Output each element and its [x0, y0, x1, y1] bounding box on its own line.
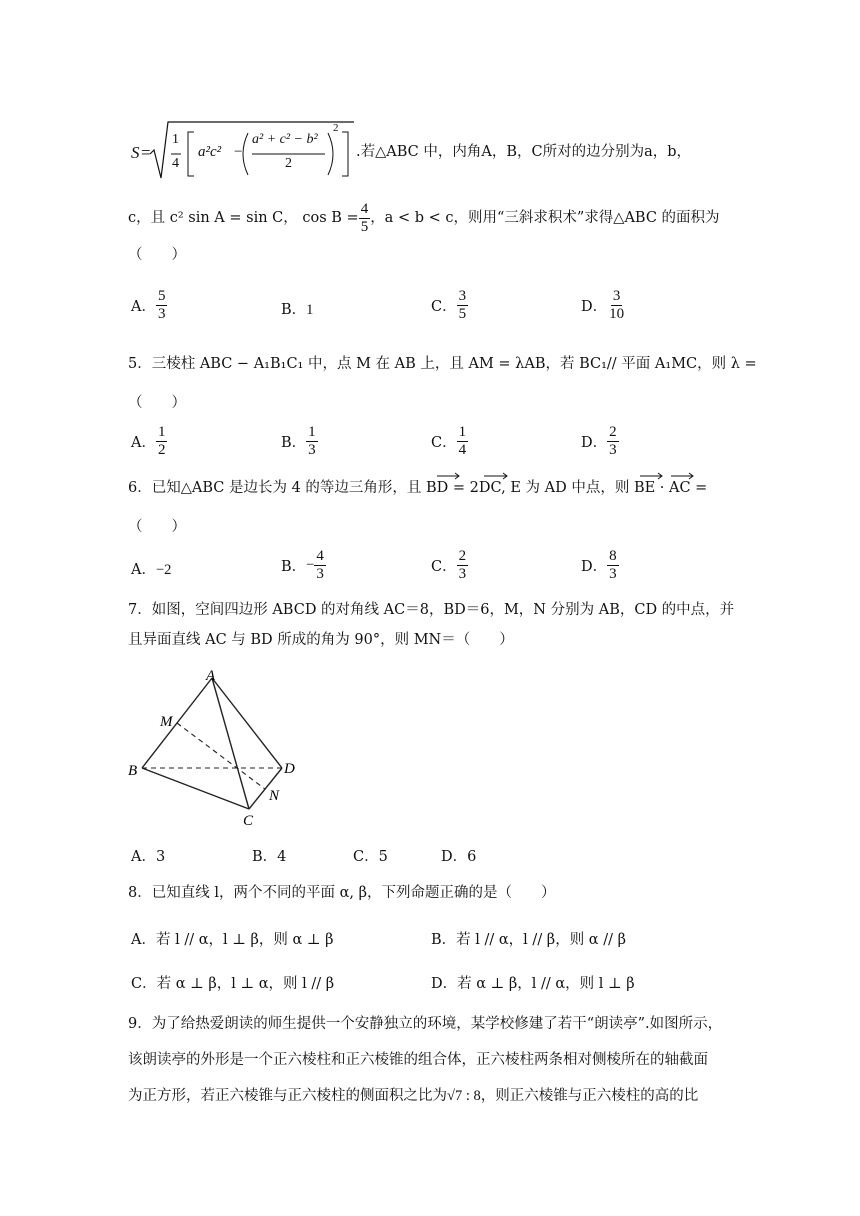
- q6-option-b-den: 3: [316, 566, 324, 582]
- q6-option-c-den: 3: [458, 566, 467, 582]
- q8-option-c[interactable]: C．若 α ⊥ β，l ⊥ α，则 l // β: [131, 976, 335, 992]
- formula-s-a2c2: a²c²: [198, 144, 222, 160]
- edge-ad: [212, 678, 282, 768]
- q5-option-c-num: 1: [458, 424, 467, 440]
- q4-cos-den: 5: [360, 218, 369, 235]
- vertex-label-b: B: [128, 763, 138, 779]
- q7-line2: 且异面直线 AC 与 BD 所成的角为 90°，则 MN＝（ ）: [128, 632, 514, 648]
- q5-option-d[interactable]: [581, 424, 619, 459]
- q5-option-d-den: 3: [609, 442, 617, 458]
- q6-option-d-num: 8: [609, 548, 617, 564]
- formula-s-quarter-den: 4: [172, 156, 179, 171]
- q5-option-a-frac: [156, 424, 168, 459]
- q7-line1: 7．如图，空间四边形 ABCD 的对角线 AC＝8，BD＝6，M，N 分别为 AB，CD 的中点，并: [128, 602, 735, 618]
- q9-line1: 9．为了给热爱朗读的师生提供一个安静独立的环境，某学校修建了若干“朗读亭”.如图所示，: [128, 1016, 723, 1032]
- q7-option-d[interactable]: D．6: [441, 849, 477, 865]
- q5-option-b-frac: [306, 424, 318, 459]
- q5-option-c-frac: [457, 424, 469, 459]
- q4-line2-text2: ，a < b < c，则用“三斜求积术”求得△ABC 的面积为: [370, 210, 720, 226]
- q4-option-d-den: 10: [609, 306, 625, 322]
- q4-option-c-num: 3: [458, 288, 467, 304]
- q4-line2: [128, 200, 720, 236]
- q9-line3-a: 为正方形，若正六棱锥与正六棱柱的侧面积之比为: [128, 1088, 447, 1104]
- q4-option-a-label: A．: [131, 299, 156, 315]
- q9-line2: 该朗读亭的外形是一个正六棱柱和正六棱锥的组合体，正六棱柱两条相对侧棱所在的轴截面: [128, 1052, 708, 1068]
- formula-s-frac-den: 2: [285, 156, 292, 171]
- q4-option-a-num: 5: [157, 288, 166, 304]
- q4-option-c[interactable]: [431, 288, 468, 323]
- q8-option-a[interactable]: A．若 l // α，l ⊥ β，则 α ⊥ β: [131, 932, 334, 948]
- q4-cos-num: 4: [360, 200, 369, 217]
- formula-s-frac-num: a² + c² − b²: [252, 132, 318, 147]
- q6-option-d[interactable]: [581, 548, 619, 583]
- q6-option-b-frac: [314, 548, 326, 583]
- q5-option-a-den: 2: [157, 442, 166, 458]
- q5-option-b-den: 3: [308, 442, 316, 458]
- vertex-label-a: A: [206, 668, 216, 684]
- q6-option-b-num: 4: [316, 548, 324, 564]
- q5-option-b-label: B．: [281, 435, 307, 451]
- q6-option-c[interactable]: [431, 548, 468, 583]
- q5-option-d-num: 2: [609, 424, 617, 440]
- edge-ac: [212, 678, 249, 809]
- q6-option-a-value: −2: [155, 562, 172, 578]
- q5-paren: （ ）: [128, 395, 186, 411]
- q5-text: 5．三棱柱 ABC − A₁B₁C₁ 中，点 M 在 AB 上，且 AM = λAB，若 BC₁// 平面 A₁MC，则 λ =: [128, 356, 757, 372]
- formula-s-power: 2: [333, 122, 339, 134]
- q4-paren: （ ）: [128, 247, 186, 263]
- vertex-label-d: D: [284, 761, 295, 777]
- q5-option-c-label: C．: [431, 435, 457, 451]
- q6-option-c-label: C．: [431, 559, 457, 575]
- q9-sqrt-ratio: √7 : 8: [447, 1088, 481, 1104]
- q8-option-d[interactable]: D．若 α ⊥ β，l // α，则 l ⊥ β: [431, 976, 635, 992]
- q8-option-b[interactable]: B．若 l // α，l // β，则 α // β: [431, 932, 626, 948]
- q7-option-c[interactable]: C．5: [353, 849, 388, 865]
- q4-option-a[interactable]: [131, 288, 167, 323]
- segment-mn-hidden: [177, 723, 265, 789]
- q6-option-a[interactable]: [131, 558, 171, 579]
- q6-option-d-frac: [607, 548, 619, 583]
- q4-cos-fraction: [359, 201, 371, 236]
- q5-option-a[interactable]: [131, 424, 167, 459]
- q7-option-a[interactable]: A．3: [131, 849, 166, 865]
- formula-s-tail: .若△ABC 中，内角A，B，C所对的边分别为a，b，: [356, 144, 692, 160]
- q6-text: 6．已知△ABC 是边长为 4 的等边三角形，且 BD = 2DC, E 为 AD 中点，则 BE · AC =: [128, 480, 708, 496]
- q6-option-d-label: D．: [581, 559, 608, 575]
- q4-option-c-den: 5: [458, 306, 467, 322]
- formula-s-quarter-num: 1: [172, 132, 179, 147]
- q4-option-d[interactable]: [581, 288, 626, 323]
- q9-line3: [128, 1086, 698, 1106]
- q5-option-d-label: D．: [581, 435, 608, 451]
- q4-line2-text1: c，且 c² sin A = sin C， cos B =: [128, 210, 359, 226]
- q4-option-a-den: 3: [157, 306, 166, 322]
- q6-option-d-den: 3: [609, 566, 617, 582]
- formula-s-equals: =: [141, 143, 151, 162]
- q4-option-b-value: 1: [306, 302, 314, 318]
- q6-option-b[interactable]: [281, 548, 326, 583]
- q6-option-c-num: 2: [458, 548, 467, 564]
- q6-paren: （ ）: [128, 519, 186, 535]
- tetrahedron-figure: [120, 662, 320, 832]
- q4-option-b-label: B．: [281, 302, 307, 318]
- formula-s-svg: [128, 118, 368, 184]
- q4-option-d-frac: [607, 288, 626, 323]
- q6-option-b-sign: −: [306, 557, 315, 573]
- q4-option-a-frac: [156, 288, 168, 323]
- q5-option-b-num: 1: [308, 424, 316, 440]
- formula-s-minus: −: [234, 144, 243, 160]
- vertex-label-n: N: [269, 788, 280, 804]
- q5-option-d-frac: [607, 424, 619, 459]
- formula-s: [128, 118, 728, 184]
- q6-option-c-frac: [457, 548, 469, 583]
- q8-text: 8．已知直线 l，两个不同的平面 α, β，下列命题正确的是（ ）: [128, 885, 556, 901]
- q5-option-b[interactable]: [281, 424, 318, 459]
- vertex-label-m: M: [160, 714, 173, 730]
- q4-option-c-frac: [457, 288, 469, 323]
- q7-option-b[interactable]: B．4: [252, 849, 287, 865]
- q5-option-c-den: 4: [458, 442, 467, 458]
- q6-option-a-label: A．: [131, 562, 156, 578]
- q6-option-b-label: B．: [281, 559, 307, 575]
- q4-option-d-label: D．: [581, 299, 608, 315]
- q4-option-c-label: C．: [431, 299, 457, 315]
- q5-option-a-label: A．: [131, 435, 156, 451]
- q5-option-c[interactable]: [431, 424, 468, 459]
- q4-option-b[interactable]: [281, 298, 313, 319]
- vertex-label-c: C: [243, 813, 254, 829]
- edge-bc: [142, 768, 249, 809]
- q9-line3-b: ，则正六棱锥与正六棱柱的高的比: [480, 1088, 699, 1104]
- q5-option-a-num: 1: [157, 424, 166, 440]
- q6-vector-arrows: [0, 470, 860, 480]
- formula-s-lhs: S: [131, 143, 140, 162]
- q4-option-d-num: 3: [612, 288, 621, 304]
